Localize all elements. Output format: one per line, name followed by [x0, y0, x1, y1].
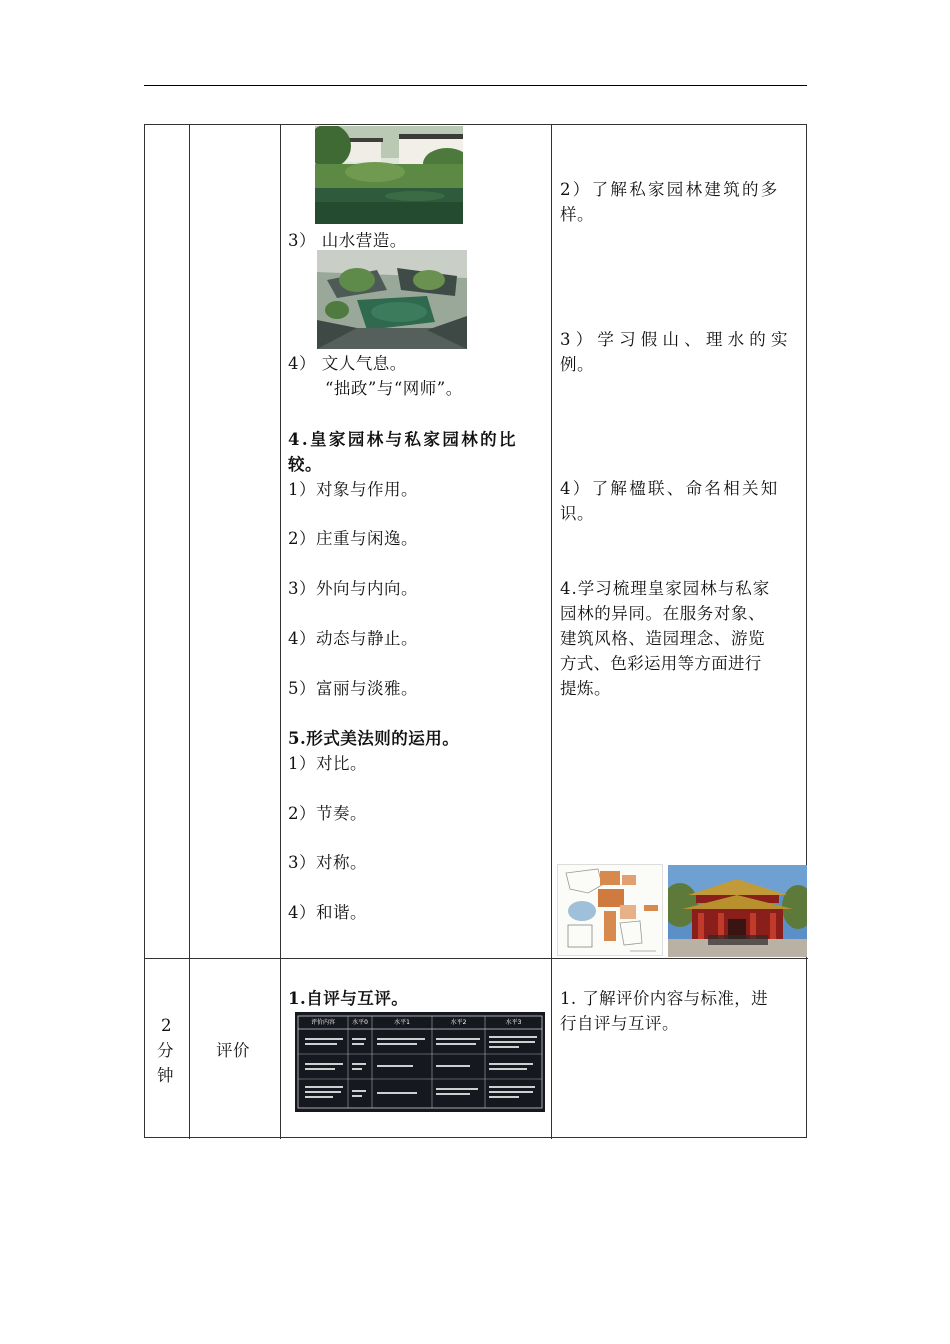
rubric-header-cell: 水平3 [505, 1019, 522, 1026]
garden-photo-2 [317, 250, 467, 349]
rubric-header-cell: 水平2 [450, 1019, 467, 1026]
col-divider-3 [551, 125, 552, 1139]
goal-2-cont: 样。 [560, 205, 594, 224]
content-item-4-sub: “拙政”与“网师”。 [325, 379, 463, 398]
garden-plan-map [557, 864, 663, 956]
evaluation-heading: 1.自评与互评。 [288, 989, 409, 1008]
goal-summary-line: 方式、色彩运用等方面进行 [560, 654, 762, 673]
compare-item: 4）动态与静止。 [288, 629, 418, 648]
goal-summary-line: 建筑风格、造园理念、游览 [560, 629, 766, 648]
content-item-4: 4） 文人气息。 [288, 354, 407, 373]
goal-2: 2）了解私家园林建筑的多 [560, 180, 780, 199]
duration-unit-1: 分 [157, 1041, 174, 1060]
rule-item: 2）节奏。 [288, 804, 367, 823]
evaluation-goal: 1. 了解评价内容与标准，进 [560, 989, 769, 1008]
compare-item: 3）外向与内向。 [288, 579, 418, 598]
rule-item: 3）对称。 [288, 853, 367, 872]
col-divider-2 [280, 125, 281, 1139]
rule-item: 1）对比。 [288, 754, 367, 773]
header-rule [144, 85, 807, 86]
duration-number: 2 [161, 1016, 172, 1035]
compare-item: 5）富丽与淡雅。 [288, 679, 418, 698]
section-heading-5: 5.形式美法则的运用。 [288, 729, 460, 748]
col-divider-1 [189, 125, 190, 1139]
duration-unit-2: 钟 [157, 1066, 174, 1085]
goal-summary-line: 提炼。 [560, 679, 611, 698]
rule-item: 4）和谐。 [288, 903, 367, 922]
row-divider [145, 958, 808, 959]
content-item-3: 3） 山水营造。 [288, 231, 407, 250]
section-heading-4: 4.皇家园林与私家园林的比 [288, 430, 518, 449]
stage-label: 评价 [216, 1041, 250, 1060]
rubric-header-cell: 评价内容 [310, 1019, 335, 1026]
goal-summary-line: 园林的异同。在服务对象、 [560, 604, 766, 623]
compare-item: 2）庄重与闲逸。 [288, 529, 418, 548]
rubric-header-cell: 水平1 [394, 1019, 410, 1026]
evaluation-goal-cont: 行自评与互评。 [560, 1014, 679, 1033]
compare-item: 1）对象与作用。 [288, 480, 418, 499]
goal-3: 3）学习假山、理水的实 [560, 330, 793, 349]
goal-3-cont: 例。 [560, 355, 594, 374]
goal-4-cont: 识。 [560, 504, 594, 523]
rubric-table-image [295, 1012, 545, 1112]
imperial-palace-photo [668, 865, 807, 957]
section-heading-4-cont: 较。 [288, 455, 322, 474]
garden-photo-1 [315, 126, 463, 224]
goal-4: 4）了解楹联、命名相关知 [560, 479, 780, 498]
rubric-header-cell: 水平0 [352, 1019, 368, 1026]
goal-summary-line: 4.学习梳理皇家园林与私家 [560, 579, 771, 598]
